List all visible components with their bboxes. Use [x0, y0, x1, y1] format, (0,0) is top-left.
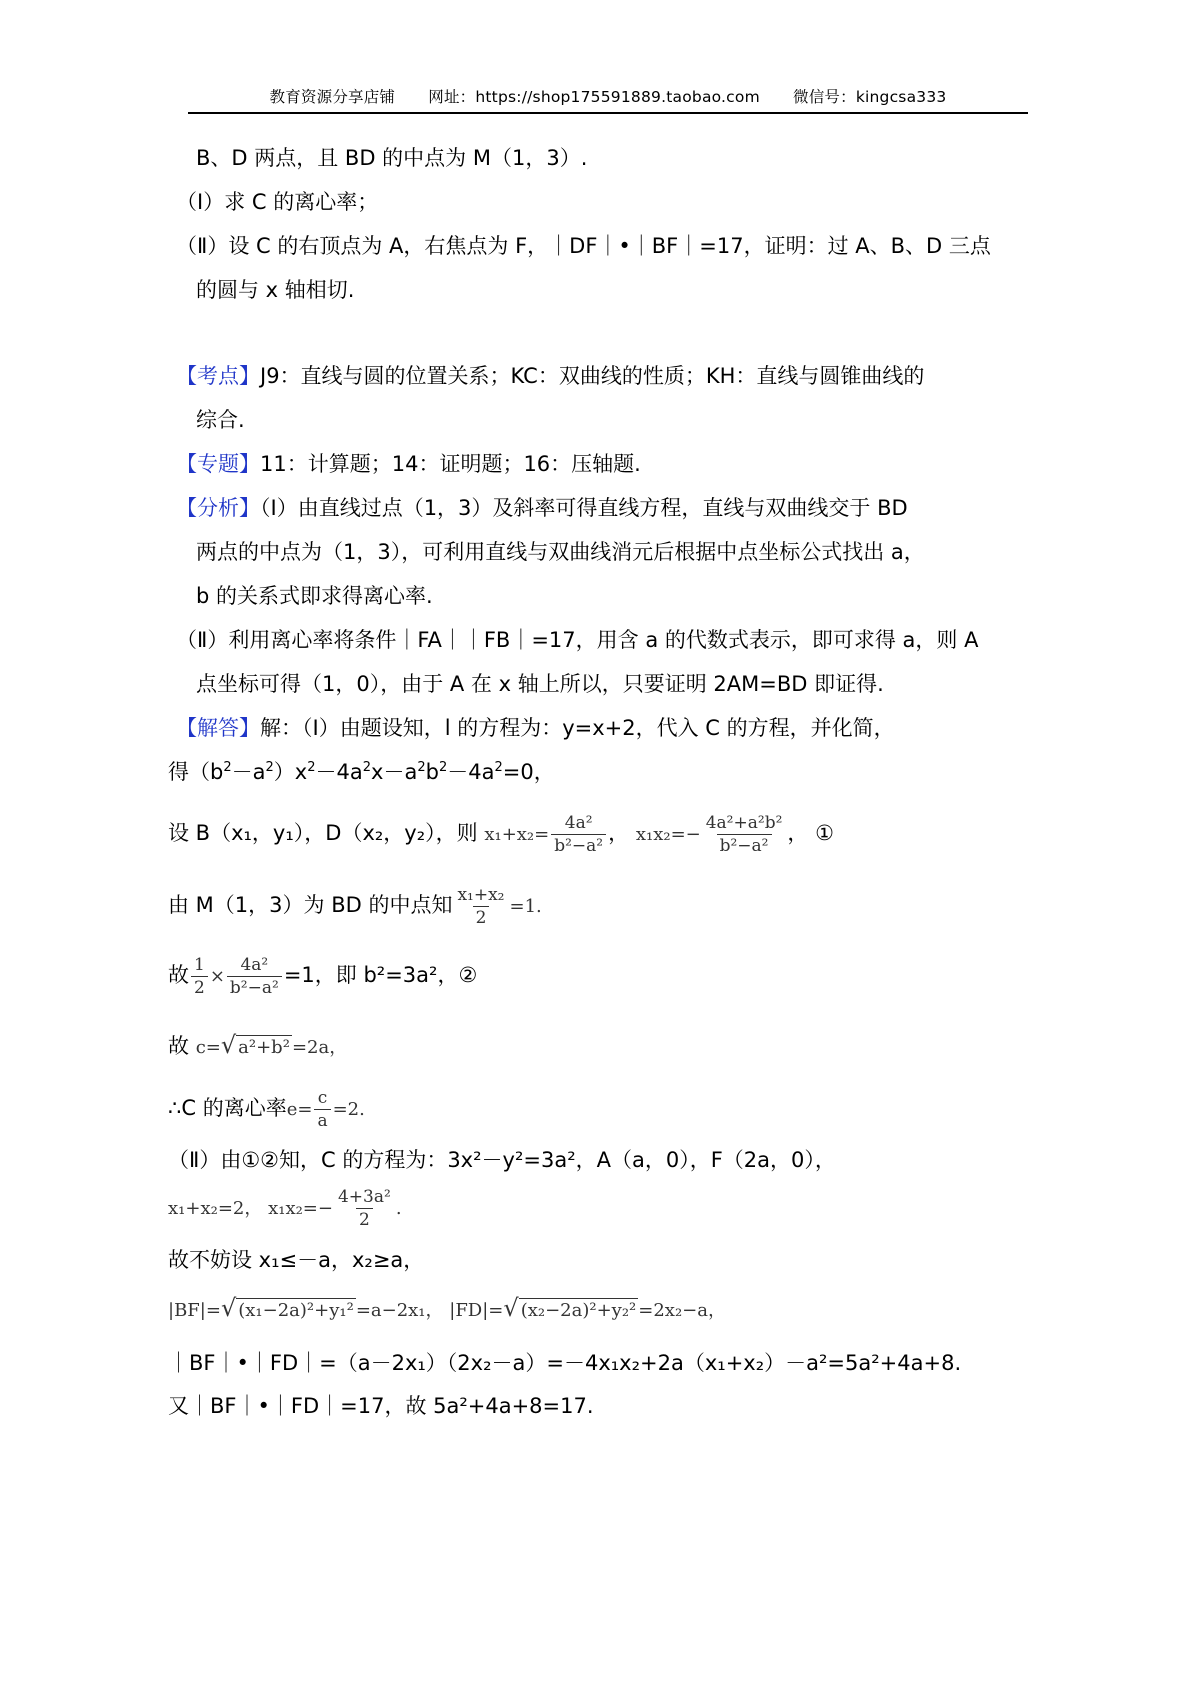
- sqrt-icon: √: [503, 1294, 519, 1322]
- eq-result: =2a，: [291, 1037, 348, 1058]
- fraction: [314, 1087, 330, 1132]
- fraction-numerator: 1: [194, 954, 205, 975]
- kaodian-line-1: [176, 361, 924, 391]
- eq-part: －4a: [315, 760, 363, 784]
- jieda-line-4: [168, 880, 542, 932]
- fraction: [227, 954, 282, 999]
- eq-end: .: [395, 1198, 402, 1219]
- problem-line-1: B、D 两点，且 BD 的中点为 M（1，3）.: [196, 146, 588, 170]
- radicand: (x₁−2a)²+y₁²: [238, 1300, 354, 1321]
- eq-sum: x₁+x₂=: [484, 824, 550, 845]
- fraction-denominator: 2: [356, 1208, 373, 1231]
- fraction: [551, 812, 606, 857]
- fenxi-line-4: （Ⅱ）利用离心率将条件｜FA｜｜FB｜=17，用含 a 的代数式表示，即可求得 a，则 A: [176, 628, 979, 652]
- fraction-numerator: c: [317, 1087, 328, 1108]
- fraction-denominator: b²−a²: [717, 834, 772, 857]
- problem-line-4: 的圆与 x 轴相切.: [196, 278, 355, 302]
- eq-part: =0，: [502, 760, 555, 784]
- jieda-line-1: [176, 713, 895, 743]
- eq-result: =1.: [509, 896, 542, 917]
- eq-fd: =a−2x₁， |FD|=: [355, 1300, 504, 1321]
- fraction: [703, 812, 786, 857]
- jieda-line-7: [168, 1083, 365, 1135]
- jieda-line-8: （Ⅱ）由①②知，C 的方程为：3x²－y²=3a²，A（a，0），F（2a，0），: [168, 1148, 836, 1172]
- times-sign: ×: [209, 966, 225, 987]
- radicand: a²+b²: [238, 1037, 290, 1058]
- eq-e: e=: [286, 1099, 313, 1120]
- fenxi-line-2: 两点的中点为（1，3），可利用直线与双曲线消元后根据中点坐标公式找出 a，: [196, 540, 925, 564]
- page-header: [188, 86, 1028, 114]
- zhuanti-tag: 【专题】: [176, 452, 260, 476]
- fraction-numerator: 4a²+a²b²: [705, 812, 783, 833]
- shop-name: 教育资源分享店铺: [269, 88, 396, 106]
- eq-result: =1，即 b²=3a²，②: [283, 963, 478, 987]
- radicand: (x₂−2a)²+y₂²: [520, 1300, 637, 1321]
- eq-text: ∴C 的离心率: [168, 1096, 287, 1120]
- eq-result: =2x₂−a，: [638, 1300, 726, 1321]
- zhuanti-line: [176, 449, 641, 479]
- kaodian-text: J9：直线与圆的位置关系；KC：双曲线的性质；KH：直线与圆锥曲线的: [260, 364, 925, 388]
- fraction-denominator: a: [314, 1109, 330, 1132]
- eq-bf: |BF|=: [168, 1300, 221, 1321]
- eq-part: x－a: [371, 760, 418, 784]
- jieda-line-12: ｜BF｜•｜FD｜=（a－2x₁）（2x₂－a）=－4x₁x₂+2a（x₁+x₂）－a²=5a²+4a+8.: [168, 1351, 962, 1375]
- fraction: [454, 884, 507, 929]
- jieda-line-5: [168, 950, 477, 1002]
- fraction-numerator: x₁+x₂: [457, 884, 505, 905]
- wechat-id: 微信号：kingcsa333: [793, 88, 947, 106]
- fenxi-tag: 【分析】: [176, 496, 260, 520]
- problem-part-2: （Ⅱ）设 C 的右顶点为 A，右焦点为 F，｜DF｜•｜BF｜=17，证明：过 A、B、D 三点: [176, 234, 991, 258]
- fraction: [335, 1186, 394, 1231]
- jieda-line-11: [168, 1289, 726, 1330]
- kaodian-tag: 【考点】: [176, 364, 260, 388]
- kaodian-line-2: 综合.: [196, 408, 245, 432]
- fraction-denominator: 2: [191, 976, 208, 999]
- zhuanti-text: 11：计算题；14：证明题；16：压轴题.: [260, 452, 641, 476]
- fraction-numerator: 4a²: [240, 954, 269, 975]
- fenxi-line-1: [176, 493, 908, 523]
- jieda-tag: 【解答】: [176, 716, 260, 740]
- jieda-line-3: 设 B（x₁，y₁），D（x₂，y₂），则 x₁+x₂= $\frac{\text{4a²}}{\text{b²−a²}}$ ， x₁x₂=− $\frac{\text{4a²+a²b²}}{\text{b²−a²}}$ ， ①: [168, 812, 834, 856]
- fraction-denominator: b²−a²: [551, 834, 606, 857]
- jieda-line-10: 故不妨设 x₁≤－a，x₂≥a，: [168, 1248, 425, 1272]
- eq-text: x₁+x₂=2， x₁x₂=−: [168, 1198, 333, 1219]
- eq-part: －4a: [447, 760, 495, 784]
- eq-part: 得（b: [168, 760, 224, 784]
- fraction-numerator: 4a²: [564, 812, 593, 833]
- eq-text: 故: [168, 963, 189, 987]
- eq-text: 故: [168, 1034, 189, 1058]
- fraction-numerator: 4+3a²: [337, 1186, 391, 1207]
- eq-result: =2.: [332, 1099, 365, 1120]
- eq-part: ）x: [273, 760, 308, 784]
- jieda-line-2: 得$(b^2-a^2)x^2-4a^2x-a^2b^2-4a^2=0$，: [168, 760, 555, 784]
- eq-c: c=: [195, 1037, 221, 1058]
- jieda-line-13: 又｜BF｜•｜FD｜=17，故 5a²+4a+8=17.: [168, 1394, 594, 1418]
- marker-one: ①: [815, 821, 834, 845]
- fenxi-text-1: （Ⅰ）由直线过点（1，3）及斜率可得直线方程，直线与双曲线交于 BD: [260, 496, 908, 520]
- jieda-text-1: 解：（Ⅰ）由题设知，l 的方程为：y=x+2，代入 C 的方程，并化简，: [260, 716, 895, 740]
- sqrt-icon: √: [220, 1294, 237, 1322]
- eq-text: 由 M（1，3）为 BD 的中点知: [168, 893, 453, 917]
- shop-url: 网址：https://shop175591889.taobao.com: [428, 88, 760, 106]
- sqrt-icon: √: [220, 1031, 237, 1059]
- fraction-denominator: 2: [473, 906, 490, 929]
- fraction: [191, 954, 208, 999]
- fraction-denominator: b²−a²: [227, 976, 282, 999]
- eq-product: x₁x₂=−: [635, 824, 701, 845]
- jieda-line-6: [168, 1027, 347, 1066]
- jieda-line-9: [168, 1182, 402, 1234]
- problem-part-1: （Ⅰ）求 C 的离心率；: [176, 190, 379, 214]
- eq-part: b: [425, 760, 439, 784]
- eq-part: －a: [231, 760, 266, 784]
- fenxi-line-3: b 的关系式即求得离心率.: [196, 584, 433, 608]
- eq-text: 设 B（x₁，y₁），D（x₂，y₂），则: [168, 821, 478, 845]
- fenxi-line-5: 点坐标可得（1，0），由于 A 在 x 轴上所以，只要证明 2AM=BD 即证得.: [196, 672, 884, 696]
